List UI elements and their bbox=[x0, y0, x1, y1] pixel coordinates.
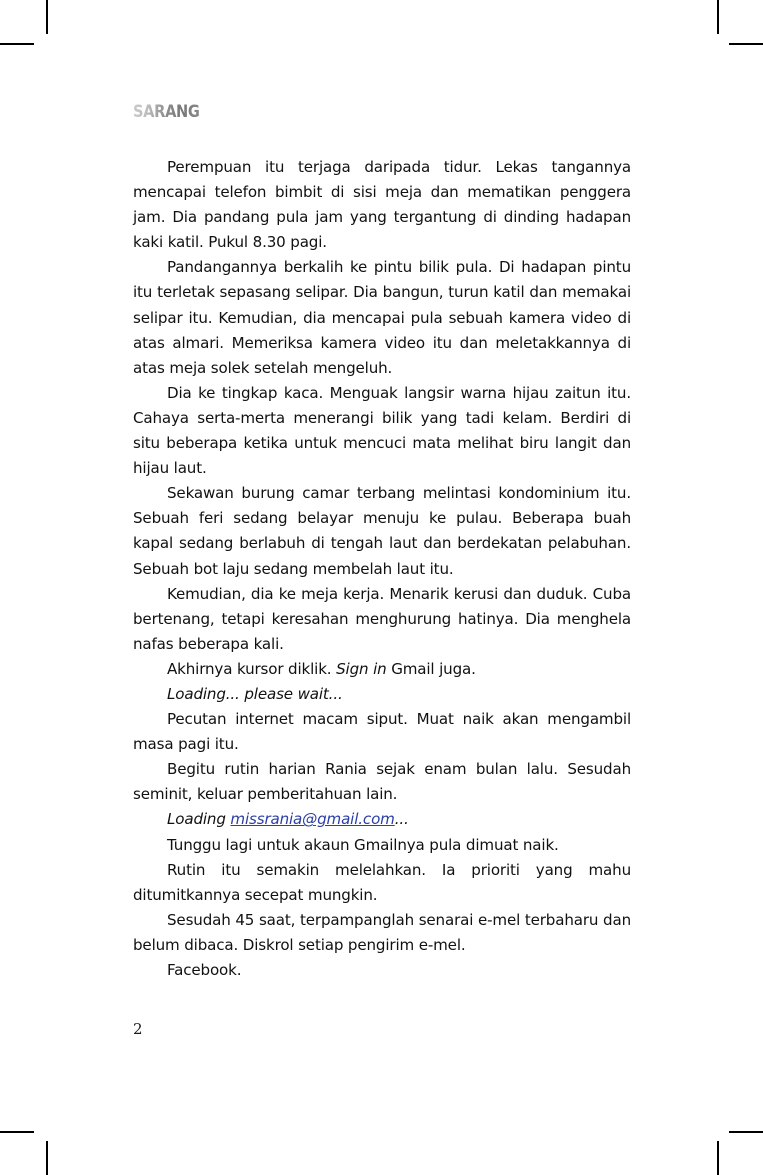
crop-mark-bottom-right-vertical bbox=[717, 1141, 719, 1175]
crop-mark-top-left-horizontal bbox=[0, 43, 34, 45]
paragraph-12: Rutin itu semakin melelahkan. Ia prioriti yang mahu ditumitkannya secepat mungkin. bbox=[133, 860, 631, 904]
crop-mark-bottom-left-horizontal bbox=[0, 1131, 34, 1133]
paragraph-13: Sesudah 45 saat, terpampanglah senarai e-mel terbaharu dan belum dibaca. Diskrol setiap pengirim e-mel. bbox=[133, 910, 631, 954]
paragraph-14: Facebook. bbox=[167, 961, 242, 979]
running-head-title: SARANG bbox=[133, 102, 200, 122]
email-link[interactable]: missrania@gmail.com bbox=[230, 810, 395, 829]
paragraph-5: Kemudian, dia ke meja kerja. Menarik kerusi dan duduk. Cuba bertenang, tetapi keresahan menghurung hatinya. Dia menghela nafas beberapa kali. bbox=[133, 584, 631, 653]
paragraph-10-suffix-ellipsis: ... bbox=[394, 810, 409, 829]
crop-mark-top-right-vertical bbox=[717, 0, 719, 34]
paragraph-10-prefix-loading: Loading bbox=[167, 810, 231, 829]
crop-mark-bottom-left-vertical bbox=[46, 1141, 48, 1175]
paragraph-9: Begitu rutin harian Rania sejak enam bulan lalu. Sesudah seminit, keluar pemberitahuan lain. bbox=[133, 760, 631, 804]
paragraph-7-italic-loading: Loading... please wait... bbox=[167, 684, 343, 703]
paragraph-1: Perempuan itu terjaga daripada tidur. Lekas tangannya mencapai telefon bimbit di sisi meja dan mematikan penggera jam. Dia pandang pula jam yang tergantung di dinding hadapan kaki katil. Pukul 8.30 pagi. bbox=[133, 158, 631, 252]
crop-mark-top-right-horizontal bbox=[729, 43, 763, 45]
paragraph-3: Dia ke tingkap kaca. Menguak langsir warna hijau zaitun itu. Cahaya serta-merta menerangi bilik yang tadi kelam. Berdiri di situ beberapa ketika untuk mencuci mata melihat biru langit dan hijau laut. bbox=[133, 383, 631, 478]
paragraph-11: Tunggu lagi untuk akaun Gmailnya pula dimuat naik. bbox=[167, 835, 559, 854]
paragraph-2: Pandangannya berkalih ke pintu bilik pula. Di hadapan pintu itu terletak sepasang selipar. Dia bangun, turun katil dan memakai selipar itu. Kemudian, dia mencapai pula sebuah kamera video di atas almari. Memeriksa kamera video itu dan meletakkannya di atas meja solek setelah mengeluh. bbox=[133, 258, 631, 377]
paragraph-6-prefix: Akhirnya kursor diklik. bbox=[167, 659, 337, 678]
paragraph-8: Pecutan internet macam siput. Muat naik akan mengambil masa pagi itu. bbox=[133, 710, 631, 754]
paragraph-7 bbox=[133, 682, 631, 707]
paragraph-10 bbox=[133, 807, 631, 832]
crop-mark-top-left-vertical bbox=[46, 0, 48, 34]
crop-mark-bottom-right-horizontal bbox=[729, 1131, 763, 1133]
page-number: 2 bbox=[133, 1020, 143, 1038]
paragraph-6-italic-signin: Sign in bbox=[336, 659, 387, 678]
paragraph-6-suffix: Gmail juga. bbox=[386, 659, 476, 678]
paragraph-6 bbox=[133, 657, 631, 682]
body-text-block bbox=[133, 155, 631, 983]
paragraph-4: Sekawan burung camar terbang melintasi kondominium itu. Sebuah feri sedang belayar menuju ke pulau. Beberapa buah kapal sedang berlabuh di tengah laut dan berdekatan pelabuhan. Sebuah bot laju sedang membelah laut itu. bbox=[133, 484, 631, 578]
